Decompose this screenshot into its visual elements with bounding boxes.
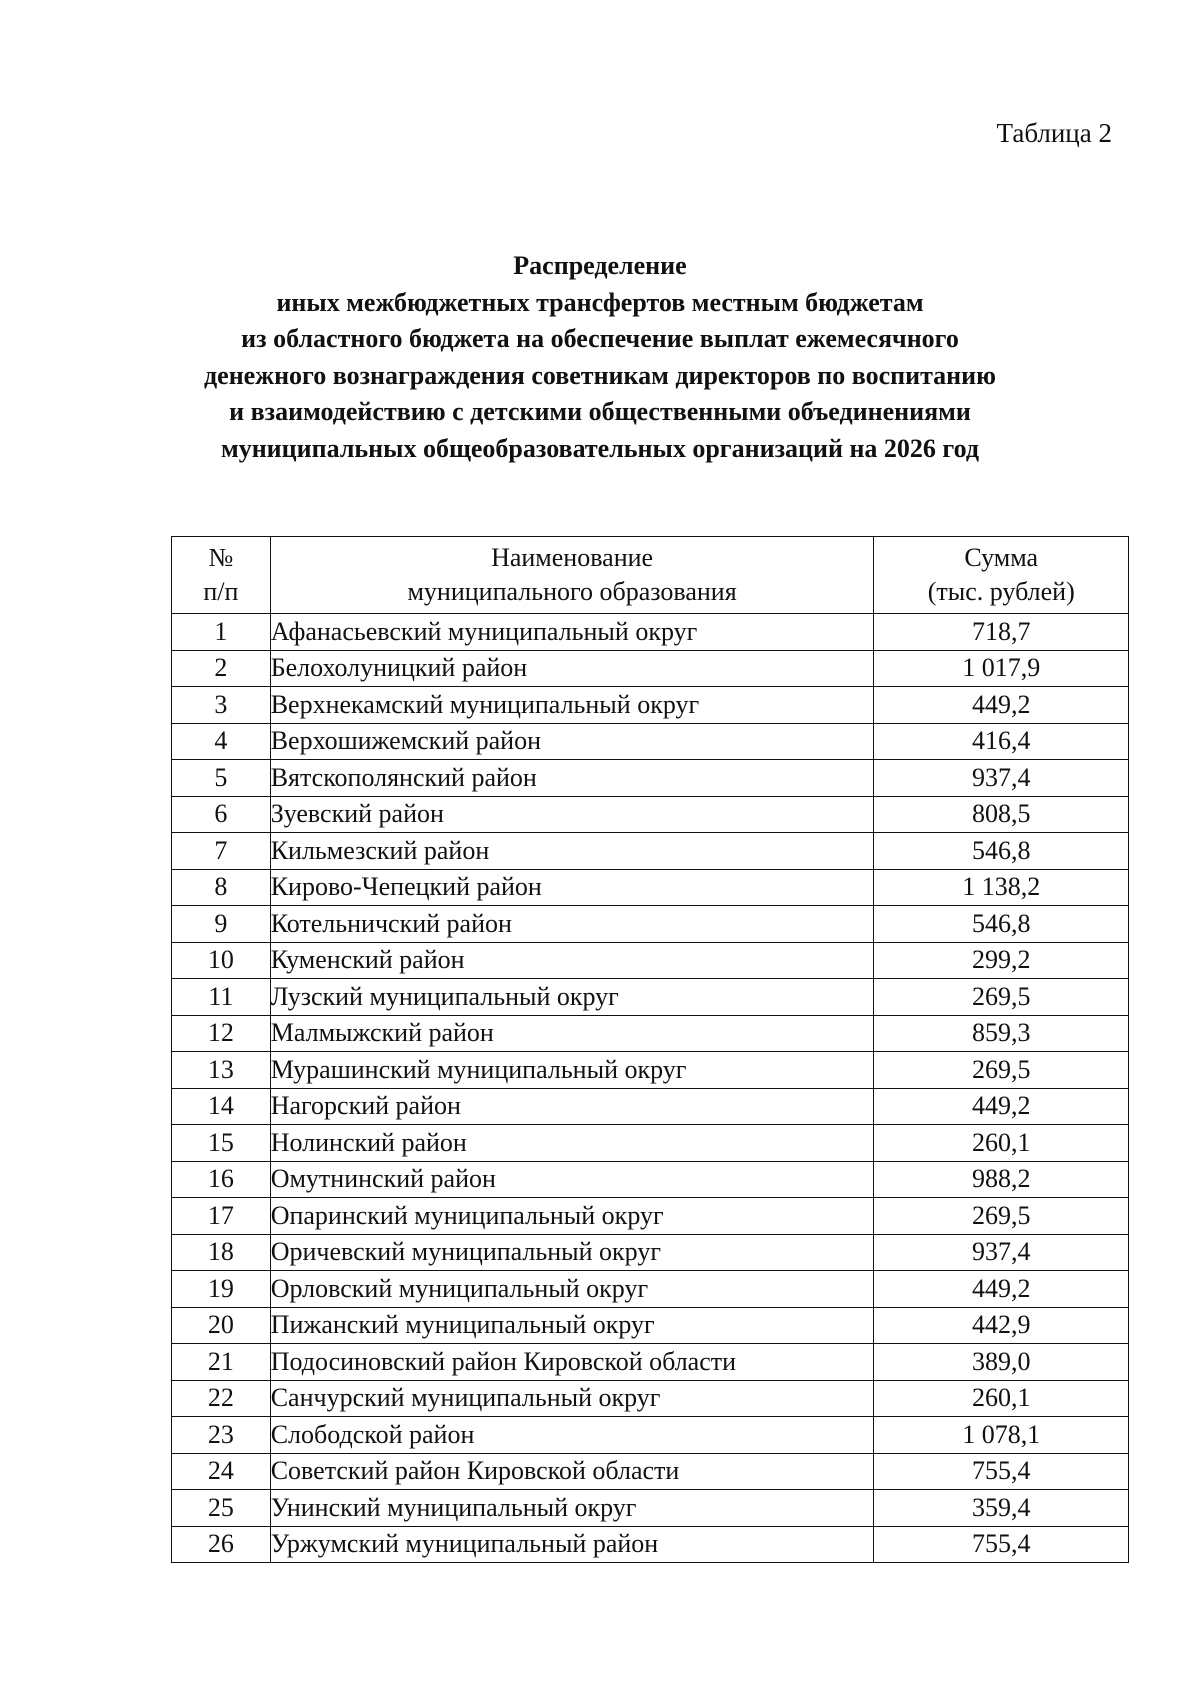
- row-number: 8: [172, 869, 271, 906]
- row-number: 23: [172, 1417, 271, 1454]
- title-line: из областного бюджета на обеспечение выплат ежемесячного: [241, 324, 959, 353]
- amount-value: 269,5: [874, 1198, 1129, 1235]
- municipality-name: Куменский район: [270, 942, 874, 979]
- municipality-name: Кильмезский район: [270, 833, 874, 870]
- table-row: [172, 760, 1129, 797]
- amount-value: 299,2: [874, 942, 1129, 979]
- municipality-name: Пижанский муниципальный округ: [270, 1307, 874, 1344]
- row-number: 12: [172, 1015, 271, 1052]
- header-number-line: п/п: [203, 577, 239, 606]
- amount-value: 416,4: [874, 723, 1129, 760]
- municipality-name: Мурашинский муниципальный округ: [270, 1052, 874, 1089]
- amount-value: 1 078,1: [874, 1417, 1129, 1454]
- table-row: [172, 1307, 1129, 1344]
- table-row: [172, 650, 1129, 687]
- municipality-name: Оричевский муниципальный округ: [270, 1234, 874, 1271]
- header-municipality-line: муниципального образования: [407, 577, 737, 606]
- row-number: 14: [172, 1088, 271, 1125]
- municipality-name: Подосиновский район Кировской области: [270, 1344, 874, 1381]
- table-row: [172, 1015, 1129, 1052]
- row-number: 9: [172, 906, 271, 943]
- title-line: и взаимодействию с детскими общественными объединениями: [229, 397, 971, 426]
- municipality-name: Нагорский район: [270, 1088, 874, 1125]
- row-number: 22: [172, 1380, 271, 1417]
- municipality-name: Уржумский муниципальный район: [270, 1526, 874, 1563]
- row-number: 25: [172, 1490, 271, 1527]
- title-line: Распределение: [513, 251, 687, 280]
- row-number: 24: [172, 1453, 271, 1490]
- municipality-name: Верхнекамский муниципальный округ: [270, 687, 874, 724]
- table-body: [172, 614, 1129, 1563]
- municipality-name: Лузский муниципальный округ: [270, 979, 874, 1016]
- row-number: 17: [172, 1198, 271, 1235]
- header-number-line: №: [208, 543, 234, 572]
- table-row: [172, 1417, 1129, 1454]
- table-row: [172, 614, 1129, 651]
- amount-value: 269,5: [874, 1052, 1129, 1089]
- row-number: 1: [172, 614, 271, 651]
- row-number: 20: [172, 1307, 271, 1344]
- municipality-name: Белохолуницкий район: [270, 650, 874, 687]
- header-sum: [874, 537, 1129, 614]
- row-number: 16: [172, 1161, 271, 1198]
- table-row: [172, 1052, 1129, 1089]
- table-row: [172, 1344, 1129, 1381]
- title-line: муниципальных общеобразовательных организаций на 2026 год: [220, 433, 979, 463]
- amount-value: 260,1: [874, 1125, 1129, 1162]
- amount-value: 546,8: [874, 906, 1129, 943]
- municipality-name: Опаринский муниципальный округ: [270, 1198, 874, 1235]
- row-number: 6: [172, 796, 271, 833]
- table-number-label: Таблица 2: [996, 118, 1112, 148]
- document-title: [150, 248, 1050, 467]
- row-number: 5: [172, 760, 271, 797]
- amount-value: 988,2: [874, 1161, 1129, 1198]
- municipality-name: Омутнинский район: [270, 1161, 874, 1198]
- table-row: [172, 687, 1129, 724]
- table-row: [172, 1234, 1129, 1271]
- table-row: [172, 1453, 1129, 1490]
- table-row: [172, 1088, 1129, 1125]
- amount-value: 718,7: [874, 614, 1129, 651]
- municipality-name: Нолинский район: [270, 1125, 874, 1162]
- table-row: [172, 1161, 1129, 1198]
- row-number: 26: [172, 1526, 271, 1563]
- header-sum-line: (тыс. рублей): [927, 577, 1075, 606]
- amount-value: 260,1: [874, 1380, 1129, 1417]
- table-row: [172, 723, 1129, 760]
- amount-value: 269,5: [874, 979, 1129, 1016]
- municipality-name: Вятскополянский район: [270, 760, 874, 797]
- amount-value: 1 138,2: [874, 869, 1129, 906]
- row-number: 4: [172, 723, 271, 760]
- amount-value: 389,0: [874, 1344, 1129, 1381]
- distribution-table: [171, 536, 1129, 1563]
- amount-value: 546,8: [874, 833, 1129, 870]
- municipality-name: Малмыжский район: [270, 1015, 874, 1052]
- amount-value: 449,2: [874, 1088, 1129, 1125]
- row-number: 2: [172, 650, 271, 687]
- table-row: [172, 833, 1129, 870]
- table-row: [172, 1490, 1129, 1527]
- table-row: [172, 979, 1129, 1016]
- table-row: [172, 869, 1129, 906]
- municipality-name: Котельничский район: [270, 906, 874, 943]
- amount-value: 755,4: [874, 1526, 1129, 1563]
- row-number: 10: [172, 942, 271, 979]
- header-municipality-line: Наименование: [491, 543, 654, 572]
- amount-value: 808,5: [874, 796, 1129, 833]
- table-row: [172, 942, 1129, 979]
- table-row: [172, 1526, 1129, 1563]
- table-row: [172, 1271, 1129, 1308]
- header-sum-line: Сумма: [964, 543, 1039, 572]
- title-line: денежного вознаграждения советникам директоров по воспитанию: [204, 360, 996, 390]
- amount-value: 442,9: [874, 1307, 1129, 1344]
- row-number: 13: [172, 1052, 271, 1089]
- row-number: 7: [172, 833, 271, 870]
- amount-value: 359,4: [874, 1490, 1129, 1527]
- row-number: 11: [172, 979, 271, 1016]
- amount-value: 449,2: [874, 1271, 1129, 1308]
- municipality-name: Орловский муниципальный округ: [270, 1271, 874, 1308]
- municipality-name: Слободской район: [270, 1417, 874, 1454]
- amount-value: 449,2: [874, 687, 1129, 724]
- amount-value: 937,4: [874, 1234, 1129, 1271]
- amount-value: 1 017,9: [874, 650, 1129, 687]
- municipality-name: Советский район Кировской области: [270, 1453, 874, 1490]
- amount-value: 937,4: [874, 760, 1129, 797]
- row-number: 18: [172, 1234, 271, 1271]
- table-row: [172, 1198, 1129, 1235]
- table-row: [172, 796, 1129, 833]
- table-row: [172, 906, 1129, 943]
- row-number: 3: [172, 687, 271, 724]
- municipality-name: Кирово-Чепецкий район: [270, 869, 874, 906]
- amount-value: 859,3: [874, 1015, 1129, 1052]
- header-municipality: [270, 537, 874, 614]
- municipality-name: Верхошижемский район: [270, 723, 874, 760]
- table-header-row: [172, 537, 1129, 614]
- title-line: иных межбюджетных трансфертов местным бюджетам: [276, 287, 924, 317]
- table-row: [172, 1125, 1129, 1162]
- municipality-name: Афанасьевский муниципальный округ: [270, 614, 874, 651]
- amount-value: 755,4: [874, 1453, 1129, 1490]
- municipality-name: Унинский муниципальный округ: [270, 1490, 874, 1527]
- row-number: 21: [172, 1344, 271, 1381]
- table-row: [172, 1380, 1129, 1417]
- municipality-name: Санчурский муниципальный округ: [270, 1380, 874, 1417]
- row-number: 15: [172, 1125, 271, 1162]
- header-number: [172, 537, 271, 614]
- row-number: 19: [172, 1271, 271, 1308]
- municipality-name: Зуевский район: [270, 796, 874, 833]
